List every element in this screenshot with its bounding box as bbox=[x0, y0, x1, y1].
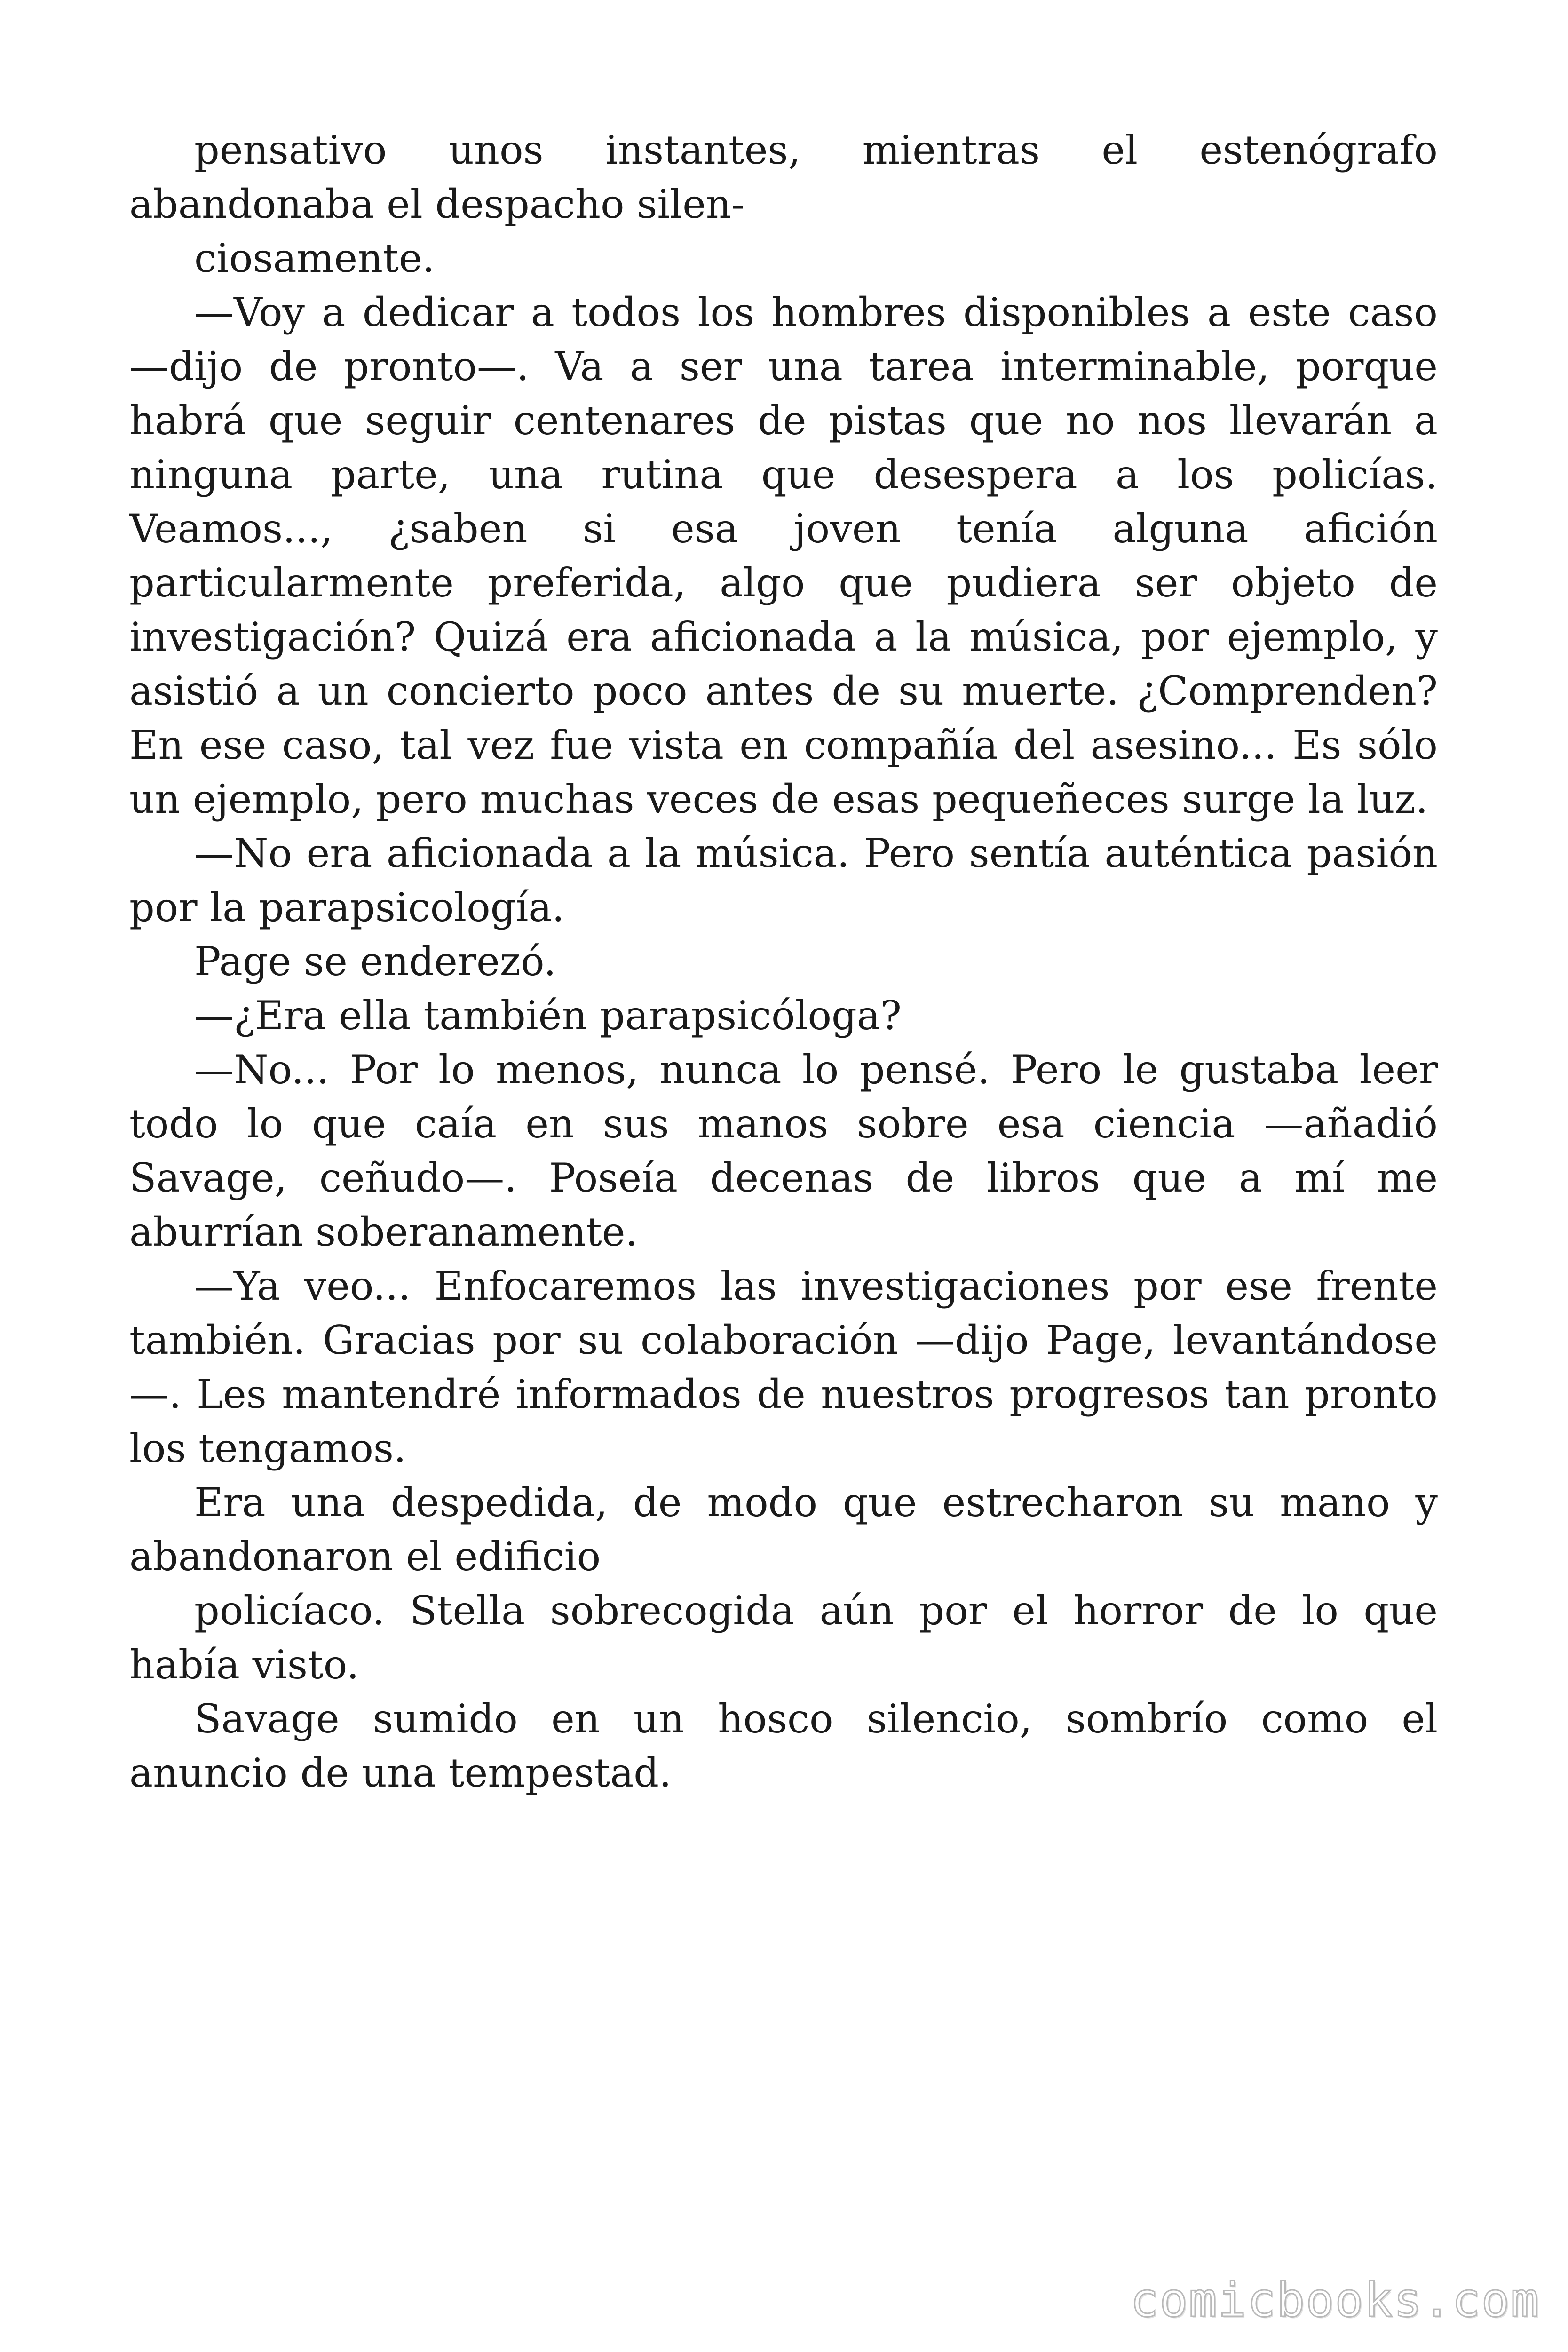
paragraph-4: —No era aficionada a la música. Pero sentía auténtica pasión por la parapsicología. bbox=[129, 830, 1438, 930]
paragraph-2: ciosamente. bbox=[194, 235, 435, 281]
paragraph-9: Era una despedida, de modo que estrecharon su mano y abandonaron el edificio bbox=[129, 1479, 1438, 1580]
paragraph-5: Page se enderezó. bbox=[194, 938, 556, 985]
paragraph-3: —Voy a dedicar a todos los hombres disponibles a este caso —dijo de pronto—. Va a ser una tarea interminable, porque habrá que seguir centenares de pistas que no nos llevarán a ninguna parte, una rutina que desespera a los policías. Veamos..., ¿saben si esa joven tenía alguna afición particularmente preferida, algo que pudiera ser objeto de investigación? Quizá era aficionada a la música, por ejemplo, y asistió a un concierto poco antes de su muerte. ¿Comprenden? En ese caso, tal vez fue vista en compañía del asesino... Es sólo un ejemplo, pero muchas veces de esas pequeñeces surge la luz. bbox=[129, 289, 1438, 822]
paragraph-6: —¿Era ella también parapsicóloga? bbox=[194, 993, 902, 1039]
paragraph-7: —No... Por lo menos, nunca lo pensé. Pero le gustaba leer todo lo que caía en sus manos sobre esa ciencia —añadió Savage, ceñudo—. Poseía decenas de libros que a mí me aburrían soberanamente. bbox=[129, 1047, 1438, 1255]
paragraph-8: —Ya veo... Enfocaremos las investigaciones por ese frente también. Gracias por su colaboración —dijo Page, levantándose—. Les mantendré informados de nuestros progresos tan pronto los tengamos. bbox=[129, 1263, 1438, 1471]
paragraph-1: pensativo unos instantes, mientras el estenógrafo abandonaba el despacho silen- bbox=[129, 127, 1438, 227]
paragraph-10: policíaco. Stella sobrecogida aún por el horror de lo que había visto. bbox=[129, 1588, 1438, 1688]
page-text bbox=[129, 123, 1438, 1800]
paragraph-11: Savage sumido en un hosco silencio, sombrío como el anuncio de una tempestad. bbox=[129, 1696, 1438, 1796]
watermark: comicbooks.com bbox=[1130, 2273, 1540, 2328]
